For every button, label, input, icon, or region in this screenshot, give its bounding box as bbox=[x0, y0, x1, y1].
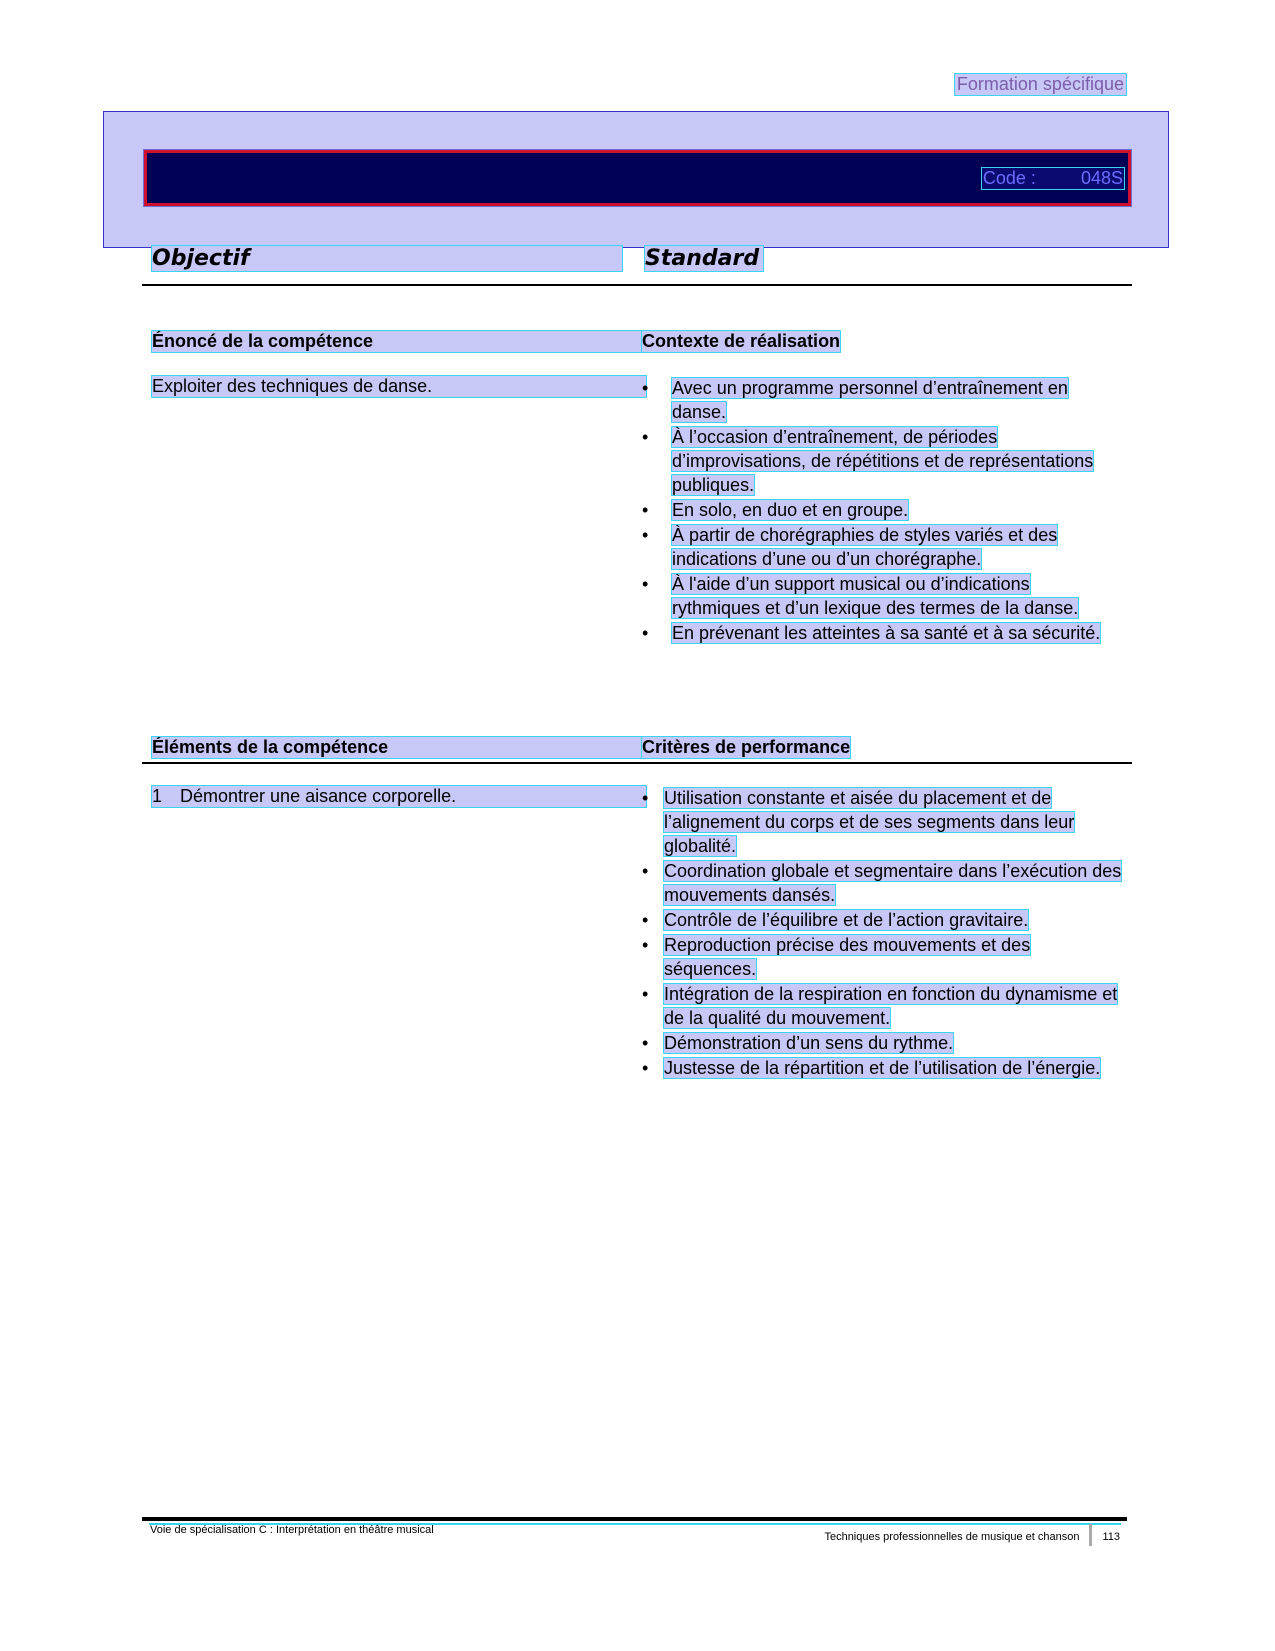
list-item: • Contrôle de l’équilibre et de l’action gravitaire. bbox=[642, 910, 1029, 930]
bullet-icon: • bbox=[642, 1033, 649, 1053]
header-box bbox=[103, 111, 1169, 248]
header-bar bbox=[144, 150, 1131, 206]
footer-rule bbox=[142, 1517, 1127, 1521]
bullet-icon: • bbox=[642, 935, 649, 955]
footer-left: Voie de spécialisation C : Interprétation en théâtre musical bbox=[150, 1524, 434, 1536]
list-item: • À l’occasion d’entraînement, de périodes d’improvisations, de répétitions et de représentations publiques. bbox=[642, 427, 1094, 495]
criteria-title: Critères de performance bbox=[642, 737, 851, 757]
list-item: • Reproduction précise des mouvements et des séquences. bbox=[642, 935, 1031, 979]
statement-text: Exploiter des techniques de danse. bbox=[152, 376, 646, 397]
bullet-icon: • bbox=[642, 427, 649, 447]
code-label: Code : bbox=[982, 168, 1036, 188]
code-value: 048S bbox=[1080, 168, 1123, 188]
list-item: • Coordination globale et segmentaire dans l’exécution des mouvements dansés. bbox=[642, 861, 1122, 905]
footer-right-group bbox=[824, 1524, 1120, 1546]
list-item: • À partir de chorégraphies de styles variés et des indications d’une ou d’un chorégraphe. bbox=[642, 525, 1058, 569]
formation-label: Formation spécifique bbox=[956, 74, 1124, 94]
divider bbox=[142, 762, 1132, 764]
bullet-icon: • bbox=[642, 788, 649, 808]
objective-title: Objectif bbox=[152, 246, 622, 271]
list-item: • À l'aide d’un support musical ou d’indications rythmiques et d’un lexique des termes de la danse. bbox=[642, 574, 1079, 618]
element-1 bbox=[152, 786, 646, 807]
objective-standard-row bbox=[142, 246, 1132, 276]
list-item: • Intégration de la respiration en fonction du dynamisme et de la qualité du mouvement. bbox=[642, 984, 1118, 1028]
statement-title: Énoncé de la compétence bbox=[152, 331, 646, 352]
footer-separator bbox=[1089, 1524, 1092, 1546]
list-item: • Avec un programme personnel d’entraînement en danse. bbox=[642, 378, 1068, 422]
list-item: • Justesse de la répartition et de l’utilisation de l’énergie. bbox=[642, 1058, 1101, 1078]
list-item: • En prévenant les atteintes à sa santé et à sa sécurité. bbox=[642, 623, 1101, 643]
footer-right: Techniques professionnelles de musique et chanson bbox=[824, 1531, 1080, 1543]
context-title: Contexte de réalisation bbox=[642, 331, 841, 351]
bullet-icon: • bbox=[642, 500, 649, 520]
list-item: • En solo, en duo et en groupe. bbox=[642, 500, 909, 520]
list-item: • Démonstration d’un sens du rythme. bbox=[642, 1033, 954, 1053]
elements-title: Éléments de la compétence bbox=[152, 737, 646, 758]
element-text: Démontrer une aisance corporelle. bbox=[180, 786, 457, 806]
bullet-icon: • bbox=[642, 525, 649, 545]
list-item: • Utilisation constante et aisée du placement et de l’alignement du corps et de ses segments dans leur globalité. bbox=[642, 788, 1075, 856]
competency-code bbox=[982, 168, 1124, 189]
divider bbox=[142, 284, 1132, 286]
criteria-list bbox=[642, 786, 1122, 1080]
bullet-icon: • bbox=[642, 378, 649, 398]
element-number: 1 bbox=[152, 786, 163, 806]
bullet-icon: • bbox=[642, 574, 649, 594]
bullet-icon: • bbox=[642, 984, 649, 1004]
bullet-icon: • bbox=[642, 623, 649, 643]
context-list bbox=[642, 376, 1122, 645]
bullet-icon: • bbox=[642, 1058, 649, 1078]
bullet-icon: • bbox=[642, 861, 649, 881]
page-number: 113 bbox=[1102, 1531, 1120, 1543]
bullet-icon: • bbox=[642, 910, 649, 930]
standard-title: Standard bbox=[645, 246, 763, 271]
